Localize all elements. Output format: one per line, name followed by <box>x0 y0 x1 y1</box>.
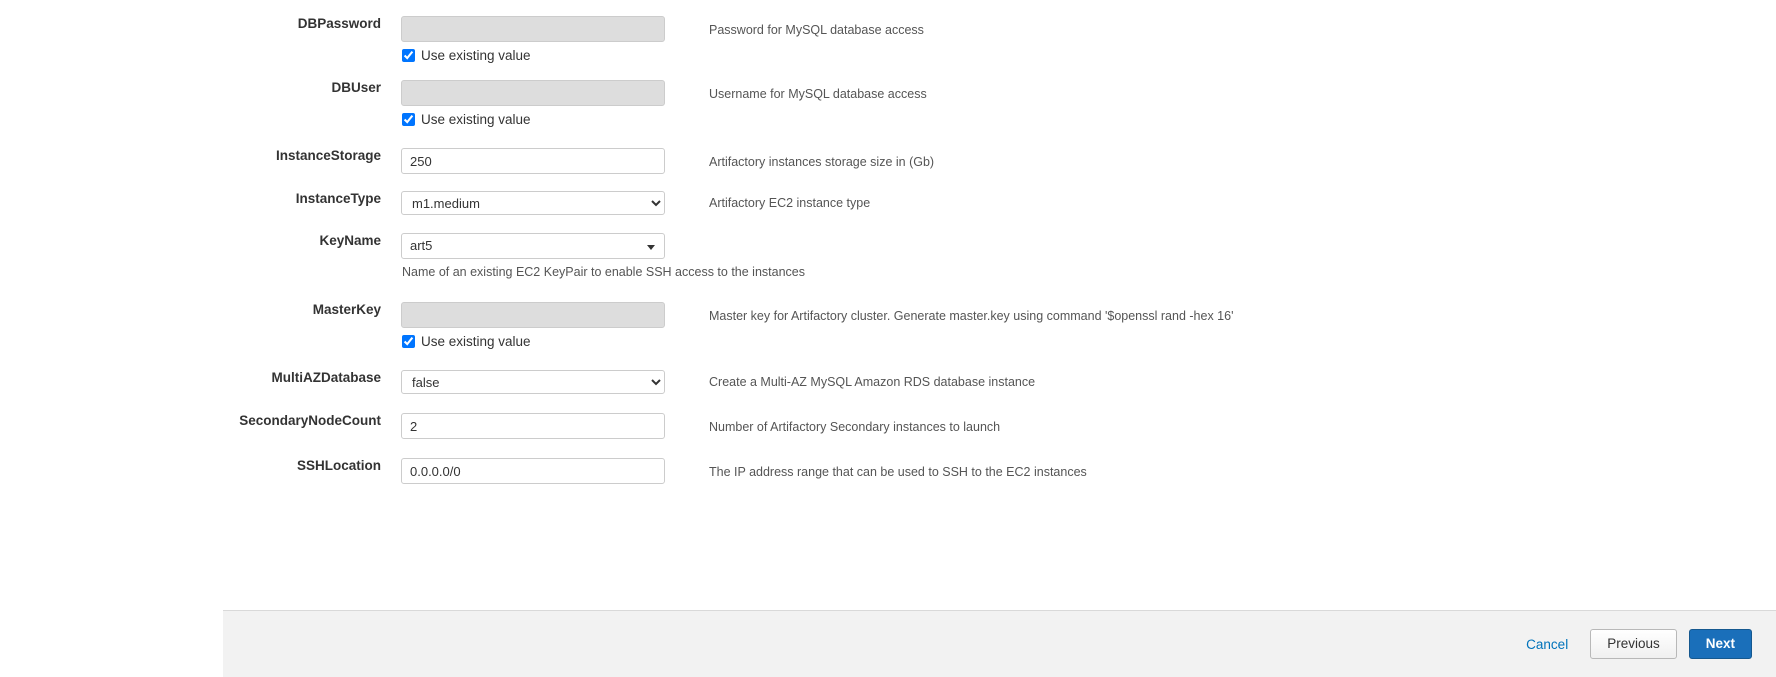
param-desc-secondarynodecount: Number of Artifactory Secondary instances to launch <box>709 420 1001 434</box>
param-label-dbuser: DBUser <box>331 80 381 95</box>
masterkey-input[interactable] <box>401 302 665 328</box>
param-desc-dbpassword: Password for MySQL database access <box>709 23 924 37</box>
param-desc-instancetype: Artifactory EC2 instance type <box>709 196 871 210</box>
dbpassword-use-existing-checkbox[interactable] <box>402 49 415 62</box>
dbpassword-use-existing[interactable] <box>402 48 701 63</box>
instancestorage-input[interactable] <box>401 148 665 174</box>
dbpassword-input[interactable] <box>401 16 665 42</box>
param-control-multiazdatabase <box>401 370 701 394</box>
dbuser-input[interactable] <box>401 80 665 106</box>
param-control-masterkey <box>401 302 701 349</box>
param-control-instancetype <box>401 191 701 215</box>
param-label-instancestorage: InstanceStorage <box>275 148 381 163</box>
sshlocation-input[interactable] <box>401 458 665 484</box>
param-label-keyname: KeyName <box>319 233 381 248</box>
param-control-sshlocation <box>401 458 701 484</box>
param-control-dbuser <box>401 80 701 127</box>
multiazdatabase-select[interactable] <box>401 370 665 394</box>
param-row-dbuser <box>0 80 1776 127</box>
param-desc-dbuser: Username for MySQL database access <box>709 87 927 101</box>
dbuser-use-existing-checkbox[interactable] <box>402 113 415 126</box>
param-row-multiazdatabase <box>0 370 1776 394</box>
param-label-dbpassword: DBPassword <box>297 16 381 31</box>
param-label-masterkey: MasterKey <box>312 302 381 317</box>
masterkey-use-existing-label: Use existing value <box>421 334 531 349</box>
param-row-masterkey <box>0 302 1776 349</box>
dbuser-use-existing[interactable] <box>402 112 701 127</box>
wizard-footer <box>223 610 1776 677</box>
keyname-dropdown[interactable] <box>401 233 665 259</box>
secondarynodecount-input[interactable] <box>401 413 665 439</box>
param-label-sshlocation: SSHLocation <box>296 458 381 473</box>
dbpassword-use-existing-label: Use existing value <box>421 48 531 63</box>
param-row-sshlocation <box>0 458 1776 484</box>
param-row-instancestorage <box>0 148 1776 174</box>
param-desc-sshlocation: The IP address range that can be used to SSH to the EC2 instances <box>709 465 1087 479</box>
param-control-keyname <box>401 233 805 279</box>
param-label-secondarynodecount: SecondaryNodeCount <box>239 413 381 428</box>
param-label-instancetype: InstanceType <box>295 191 381 206</box>
param-control-instancestorage <box>401 148 701 174</box>
param-row-secondarynodecount <box>0 413 1776 439</box>
previous-button[interactable]: Previous <box>1590 629 1677 659</box>
param-control-secondarynodecount <box>401 413 701 439</box>
chevron-down-icon <box>647 245 655 250</box>
param-label-multiazdatabase: MultiAZDatabase <box>271 370 381 385</box>
param-row-instancetype <box>0 191 1776 215</box>
param-row-keyname <box>0 233 1776 279</box>
param-desc-instancestorage: Artifactory instances storage size in (Gb) <box>709 155 935 169</box>
cancel-button[interactable]: Cancel <box>1526 636 1569 652</box>
next-button[interactable]: Next <box>1689 629 1752 659</box>
masterkey-use-existing-checkbox[interactable] <box>402 335 415 348</box>
param-control-dbpassword <box>401 16 701 63</box>
param-desc-multiazdatabase: Create a Multi-AZ MySQL Amazon RDS database instance <box>709 375 1036 389</box>
masterkey-use-existing[interactable] <box>402 334 701 349</box>
keyname-selected-value: art5 <box>410 238 433 253</box>
param-desc-masterkey: Master key for Artifactory cluster. Generate master.key using command '$openssl rand -hex 16' <box>709 309 1234 323</box>
footer-actions <box>223 611 1776 677</box>
keyname-hint: Name of an existing EC2 KeyPair to enable SSH access to the instances <box>402 265 805 279</box>
dbuser-use-existing-label: Use existing value <box>421 112 531 127</box>
instancetype-select[interactable] <box>401 191 665 215</box>
param-row-dbpassword <box>0 16 1776 63</box>
